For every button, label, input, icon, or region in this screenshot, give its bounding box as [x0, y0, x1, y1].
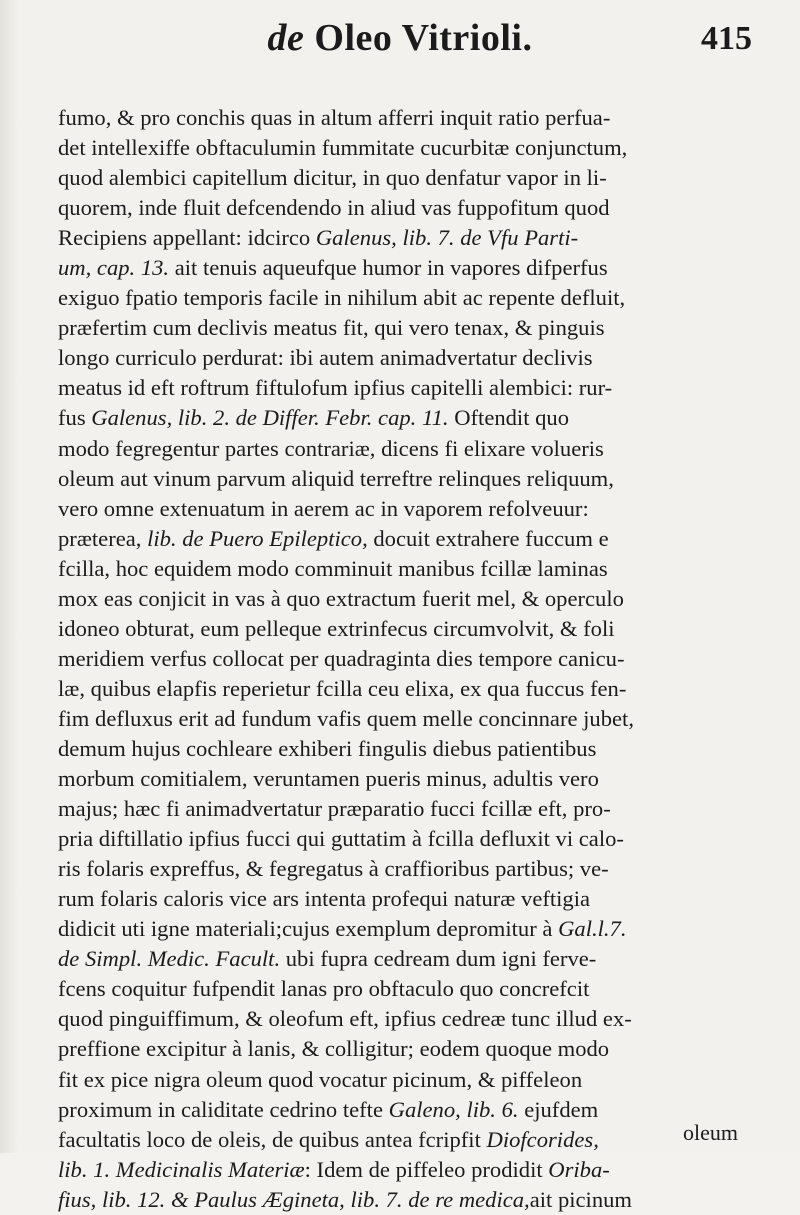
text-line: [58, 764, 748, 794]
text-segment: Oftendit quo: [448, 405, 570, 431]
text-segment: quorem, inde fluit defcendendo in aliud vas fuppofitum quod: [58, 195, 610, 221]
text-segment: rum folaris caloris vice ars intenta profequi naturæ veftigia: [58, 886, 591, 912]
text-line: [58, 464, 748, 494]
text-line: [58, 253, 748, 283]
text-line: [58, 133, 748, 163]
text-line: [58, 674, 748, 704]
text-line: [58, 944, 748, 974]
running-title: [0, 16, 800, 60]
text-line: [58, 343, 748, 373]
text-segment: de Simpl. Medic. Facult.: [58, 946, 281, 972]
text-line: [58, 193, 748, 223]
text-segment: Oriba-: [548, 1156, 610, 1182]
text-segment: mox eas conjicit in vas à quo extractum fuerit mel, & operculo: [58, 585, 624, 611]
text-line: [58, 494, 748, 524]
text-line: [58, 734, 748, 764]
text-segment: preffione excipitur à lanis, & colligitur; eodem quoque modo: [58, 1036, 610, 1062]
text-line: [58, 1125, 748, 1155]
body-text: [58, 103, 748, 1215]
text-line: [58, 644, 748, 674]
text-segment: læ, quibus elapfis reperietur fcilla ceu elixa, ex qua fuccus fen-: [58, 675, 627, 701]
text-segment: proximum in caliditate cedrino tefte: [58, 1096, 389, 1122]
text-segment: um, cap. 13.: [58, 255, 170, 281]
text-segment: exiguo fpatio temporis facile in nihilum abit ac repente defluit,: [58, 285, 626, 311]
text-segment: ris folaris expreffus, & fegregatus à craffioribus partibus; ve-: [58, 856, 609, 882]
text-line: [58, 704, 748, 734]
text-segment: majus; hæc fi animadvertatur præparatio fucci fcillæ eft, pro-: [58, 796, 611, 822]
text-segment: fius, lib. 12. & Paulus Æginеta, lib. 7. de re medica,: [58, 1186, 530, 1212]
text-segment: facultatis loco de oleis, de quibus antea fcripfit: [58, 1126, 487, 1152]
text-line: [58, 524, 748, 554]
text-line: [58, 1034, 748, 1064]
text-line: [58, 1004, 748, 1034]
text-segment: Gal.l.7.: [558, 916, 627, 942]
text-segment: quod alembici capitellum dicitur, in quo denfatur vapor in li-: [58, 165, 607, 191]
text-segment: fus: [58, 405, 92, 431]
text-segment: fim defluxus erit ad fundum vafis quem melle concinnare jubet,: [58, 705, 634, 731]
text-segment: demum hujus cochleare exhiberi fingulis diebus patientibus: [58, 735, 597, 761]
text-line: [58, 854, 748, 884]
text-line: [58, 974, 748, 1004]
text-segment: Galenus, lib. 7. de Vfu Parti-: [315, 225, 579, 251]
running-title-main: Oleo Vitrioli.: [314, 17, 533, 59]
text-line: [58, 584, 748, 614]
text-segment: vero omne extenuatum in aerem ac in vaporem refolveuur:: [58, 495, 589, 521]
catchword: oleum: [683, 1120, 738, 1145]
text-segment: Galeno, lib. 6.: [388, 1096, 519, 1122]
text-segment: oleum aut vinum parvum aliquid terreftre relinques reliquum,: [58, 465, 614, 491]
text-line: [58, 1095, 748, 1125]
running-title-prefix: de: [267, 17, 305, 59]
page-header: [0, 10, 800, 70]
text-segment: fcens coquitur fufpendit lanas pro obftaculo quo concrefcit: [58, 976, 590, 1002]
text-line: [58, 884, 748, 914]
text-segment: præterea,: [58, 525, 148, 551]
text-line: [58, 1155, 748, 1185]
text-segment: præfertim cum declivis meatus fit, qui vero tenax, & pinguis: [58, 315, 605, 341]
text-line: [58, 554, 748, 584]
text-line: [58, 373, 748, 403]
text-line: [58, 1065, 748, 1095]
text-segment: docuit extrahere fuccum e: [367, 525, 609, 551]
text-segment: fcilla, hoc equidem modo comminuit manibus fcillæ laminas: [58, 555, 608, 581]
text-segment: ejufdem: [518, 1096, 599, 1122]
text-line: [58, 824, 748, 854]
text-segment: Galenus, lib. 2. de Differ. Febr. cap. 11.: [91, 405, 449, 431]
text-segment: lib. 1. Medicinalis Materiæ: [58, 1156, 305, 1182]
text-segment: det intellexiffe obftaculumin fummitate cucurbitæ conjunctum,: [58, 135, 628, 161]
text-segment: ait picinum: [529, 1186, 632, 1212]
page-number: 415: [701, 20, 752, 57]
text-segment: didicit uti igne materiali;cujus exemplum depromitur à: [58, 916, 559, 942]
text-line: [58, 313, 748, 343]
text-line: [58, 223, 748, 253]
text-segment: pria diftillatio ipfius fucci qui guttatim à fcilla defluxit vi calo-: [58, 826, 624, 852]
text-segment: idoneo obturat, eum pelleque extrinfecus circumvolvit, & foli: [58, 615, 615, 641]
text-line: [58, 794, 748, 824]
text-segment: fumo, & pro conchis quas in altum afferri inquit ratio perfua-: [58, 105, 611, 130]
page-gutter-shadow: [0, 0, 18, 1153]
text-segment: Recipiens appellant: idcirco: [58, 225, 316, 251]
text-segment: modo fegregentur partes contrariæ, dicens fi elixare volueris: [58, 435, 604, 461]
text-line: [58, 914, 748, 944]
text-segment: fit ex pice nigra oleum quod vocatur picinum, & piffeleon: [58, 1066, 583, 1092]
text-segment: ubi fupra cedream dum igni ferve-: [280, 946, 597, 972]
text-line: [58, 614, 748, 644]
text-segment: morbum comitialem, veruntamen pueris minus, adultis vero: [58, 766, 599, 792]
text-segment: Diofcorides,: [486, 1126, 599, 1152]
text-segment: quod pinguiffimum, & oleofum eft, ipfius cedreæ tunc illud ex-: [58, 1006, 632, 1032]
text-segment: meridiem verfus collocat per quadraginta dies tempore canicu-: [58, 645, 625, 671]
text-line: [58, 1185, 748, 1215]
text-segment: longo curriculo perdurat: ibi autem animadvertatur declivis: [58, 345, 593, 371]
text-line: [58, 103, 748, 133]
text-segment: meatus id eft roftrum fiftulofum ipfius capitelli alembici: rur-: [58, 375, 613, 401]
text-segment: ait tenuis aqueufque humor in vapores difperfus: [169, 255, 608, 281]
text-segment: lib. de Puero Epileptico,: [147, 525, 368, 551]
text-line: [58, 403, 748, 433]
text-line: [58, 434, 748, 464]
text-line: [58, 163, 748, 193]
text-line: [58, 283, 748, 313]
text-segment: : Idem de piffeleo prodidit: [304, 1156, 549, 1182]
